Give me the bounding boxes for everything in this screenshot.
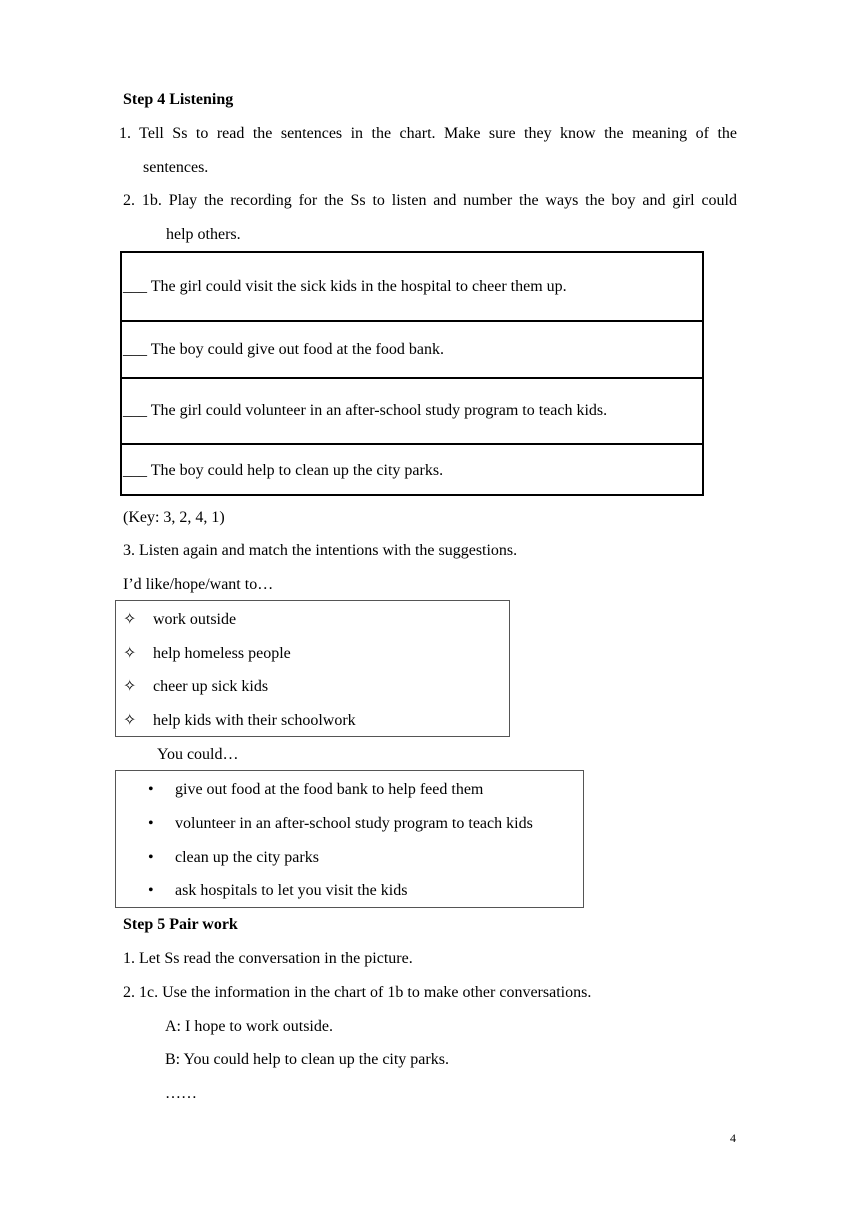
chart-row-text: ___ The boy could help to clean up the city parks. bbox=[123, 462, 444, 479]
sparkle-bullet-icon: ✧ bbox=[123, 678, 137, 695]
chart-row-text: ___ The girl could visit the sick kids in the hospital to cheer them up. bbox=[123, 278, 567, 295]
suggestions-intro: You could… bbox=[157, 746, 239, 763]
listening-chart bbox=[120, 251, 704, 496]
step4-item2-line1: 2. 1b. Play the recording for the Ss to listen and number the ways the boy and girl could bbox=[123, 192, 737, 209]
sparkle-bullet-icon: ✧ bbox=[123, 611, 137, 628]
intentions-intro: I’d like/hope/want to… bbox=[123, 576, 274, 593]
suggestions-box bbox=[115, 770, 584, 908]
sparkle-bullet-icon: ✧ bbox=[123, 645, 137, 662]
suggestion-item: clean up the city parks bbox=[175, 849, 319, 866]
intentions-box bbox=[115, 600, 510, 737]
chart-row bbox=[122, 253, 702, 320]
conversation-ellipsis: …… bbox=[165, 1085, 197, 1102]
conversation-line-a: A: I hope to work outside. bbox=[165, 1018, 333, 1035]
chart-row bbox=[122, 320, 702, 377]
intention-item: help homeless people bbox=[153, 645, 291, 662]
suggestion-item: ask hospitals to let you visit the kids bbox=[175, 882, 408, 899]
step5-item1: 1. Let Ss read the conversation in the picture. bbox=[123, 950, 413, 967]
bullet-icon: • bbox=[148, 781, 154, 798]
page-number: 4 bbox=[730, 1131, 736, 1145]
suggestion-item: volunteer in an after-school study program to teach kids bbox=[175, 815, 533, 832]
suggestion-item: give out food at the food bank to help feed them bbox=[175, 781, 484, 798]
bullet-icon: • bbox=[148, 849, 154, 866]
bullet-icon: • bbox=[148, 882, 154, 899]
step4-item2-line2: help others. bbox=[166, 226, 241, 243]
answer-key: (Key: 3, 2, 4, 1) bbox=[123, 509, 225, 526]
intention-item: work outside bbox=[153, 611, 237, 628]
step4-item1-line1: 1. Tell Ss to read the sentences in the chart. Make sure they know the meaning of the bbox=[119, 125, 737, 142]
intention-item: help kids with their schoolwork bbox=[153, 712, 356, 729]
bullet-icon: • bbox=[148, 815, 154, 832]
step5-heading: Step 5 Pair work bbox=[123, 916, 238, 933]
step4-item1-line2: sentences. bbox=[143, 159, 209, 176]
chart-row-text: ___ The boy could give out food at the food bank. bbox=[123, 341, 444, 358]
step4-heading: Step 4 Listening bbox=[123, 91, 234, 108]
intention-item: cheer up sick kids bbox=[153, 678, 269, 695]
chart-row bbox=[122, 377, 702, 443]
chart-row bbox=[122, 443, 702, 494]
conversation-line-b: B: You could help to clean up the city parks. bbox=[165, 1051, 449, 1068]
sparkle-bullet-icon: ✧ bbox=[123, 712, 137, 729]
chart-row-text: ___ The girl could volunteer in an after-school study program to teach kids. bbox=[123, 402, 608, 419]
step4-item3: 3. Listen again and match the intentions with the suggestions. bbox=[123, 542, 518, 559]
step5-item2: 2. 1c. Use the information in the chart of 1b to make other conversations. bbox=[123, 984, 592, 1001]
